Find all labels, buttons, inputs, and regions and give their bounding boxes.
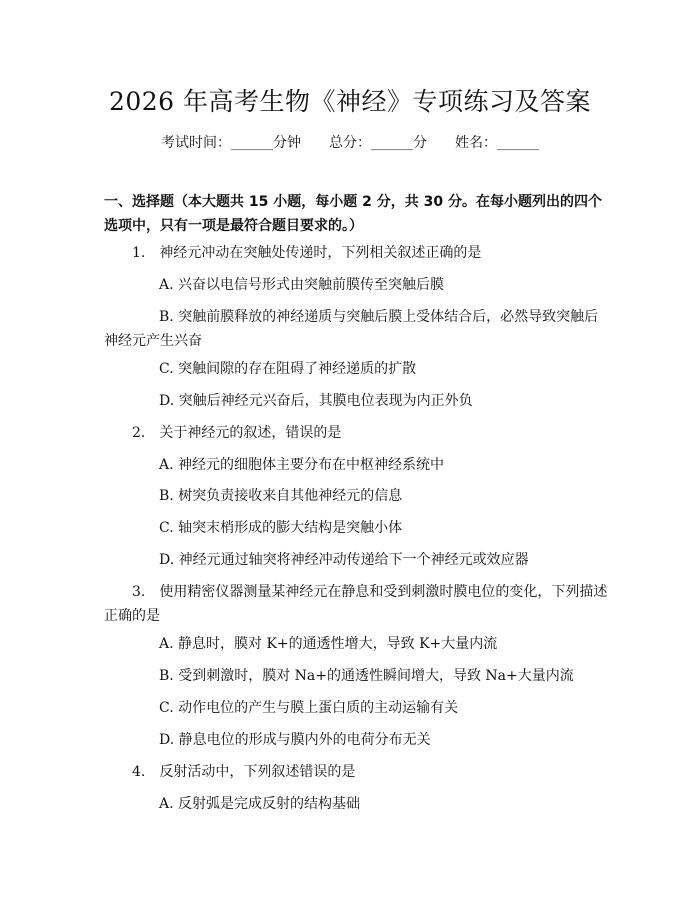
- section-heading: 一、选择题（本大题共 15 小题，每小题 2 分，共 30 分。在每小题列出的四个选项中，只有一项是最符合题目要求的。）: [104, 194, 602, 234]
- question-3-option-d: D. 静息电位的形成与膜内外的电荷分布无关: [159, 732, 431, 748]
- exam-meta: [0, 132, 700, 152]
- question-2-stem: 2. 关于神经元的叙述，错误的是: [132, 425, 342, 441]
- question-1-option-c: C. 突触间隙的存在阻碍了神经递质的扩散: [159, 361, 417, 377]
- question-1-option-d: D. 突触后神经元兴奋后，其膜电位表现为内正外负: [159, 393, 473, 409]
- exam-time: 考试时间：______分钟: [161, 135, 301, 151]
- exam-total-score: 总分：______分: [329, 135, 427, 151]
- question-1-option-a: A. 兴奋以电信号形式由突触前膜传至突触后膜: [159, 277, 445, 293]
- question-2-option-a: A. 神经元的细胞体主要分布在中枢神经系统中: [159, 457, 445, 473]
- question-3-option-b: B. 受到刺激时，膜对 Na+的通透性瞬间增大，导致 Na+大量内流: [159, 668, 574, 684]
- question-2-option-b: B. 树突负责接收来自其他神经元的信息: [159, 488, 403, 504]
- question-3-stem-cont: 正确的是: [104, 608, 160, 624]
- exam-name: 姓名：______: [455, 135, 539, 151]
- question-2-option-d: D. 神经元通过轴突将神经冲动传递给下一个神经元或效应器: [159, 552, 529, 568]
- question-4-stem: 4. 反射活动中，下列叙述错误的是: [132, 764, 356, 780]
- page-title: 2026 年高考生物《神经》专项练习及答案: [108, 87, 592, 116]
- question-3-option-a: A. 静息时，膜对 K+的通透性增大，导致 K+大量内流: [159, 636, 498, 652]
- question-3-stem: 3. 使用精密仪器测量某神经元在静息和受到刺激时膜电位的变化，下列描述: [132, 584, 608, 600]
- question-1-stem: 1. 神经元冲动在突触处传递时，下列相关叙述正确的是: [132, 245, 482, 261]
- question-3-option-c: C. 动作电位的产生与膜上蛋白质的主动运输有关: [159, 700, 459, 716]
- question-4-option-a: A. 反射弧是完成反射的结构基础: [159, 796, 361, 812]
- question-1-option-b: B. 突触前膜释放的神经递质与突触后膜上受体结合后，必然导致突触后: [159, 309, 599, 325]
- question-2-option-c: C. 轴突末梢形成的膨大结构是突触小体: [159, 520, 403, 536]
- question-1-option-b-cont: 神经元产生兴奋: [104, 333, 202, 349]
